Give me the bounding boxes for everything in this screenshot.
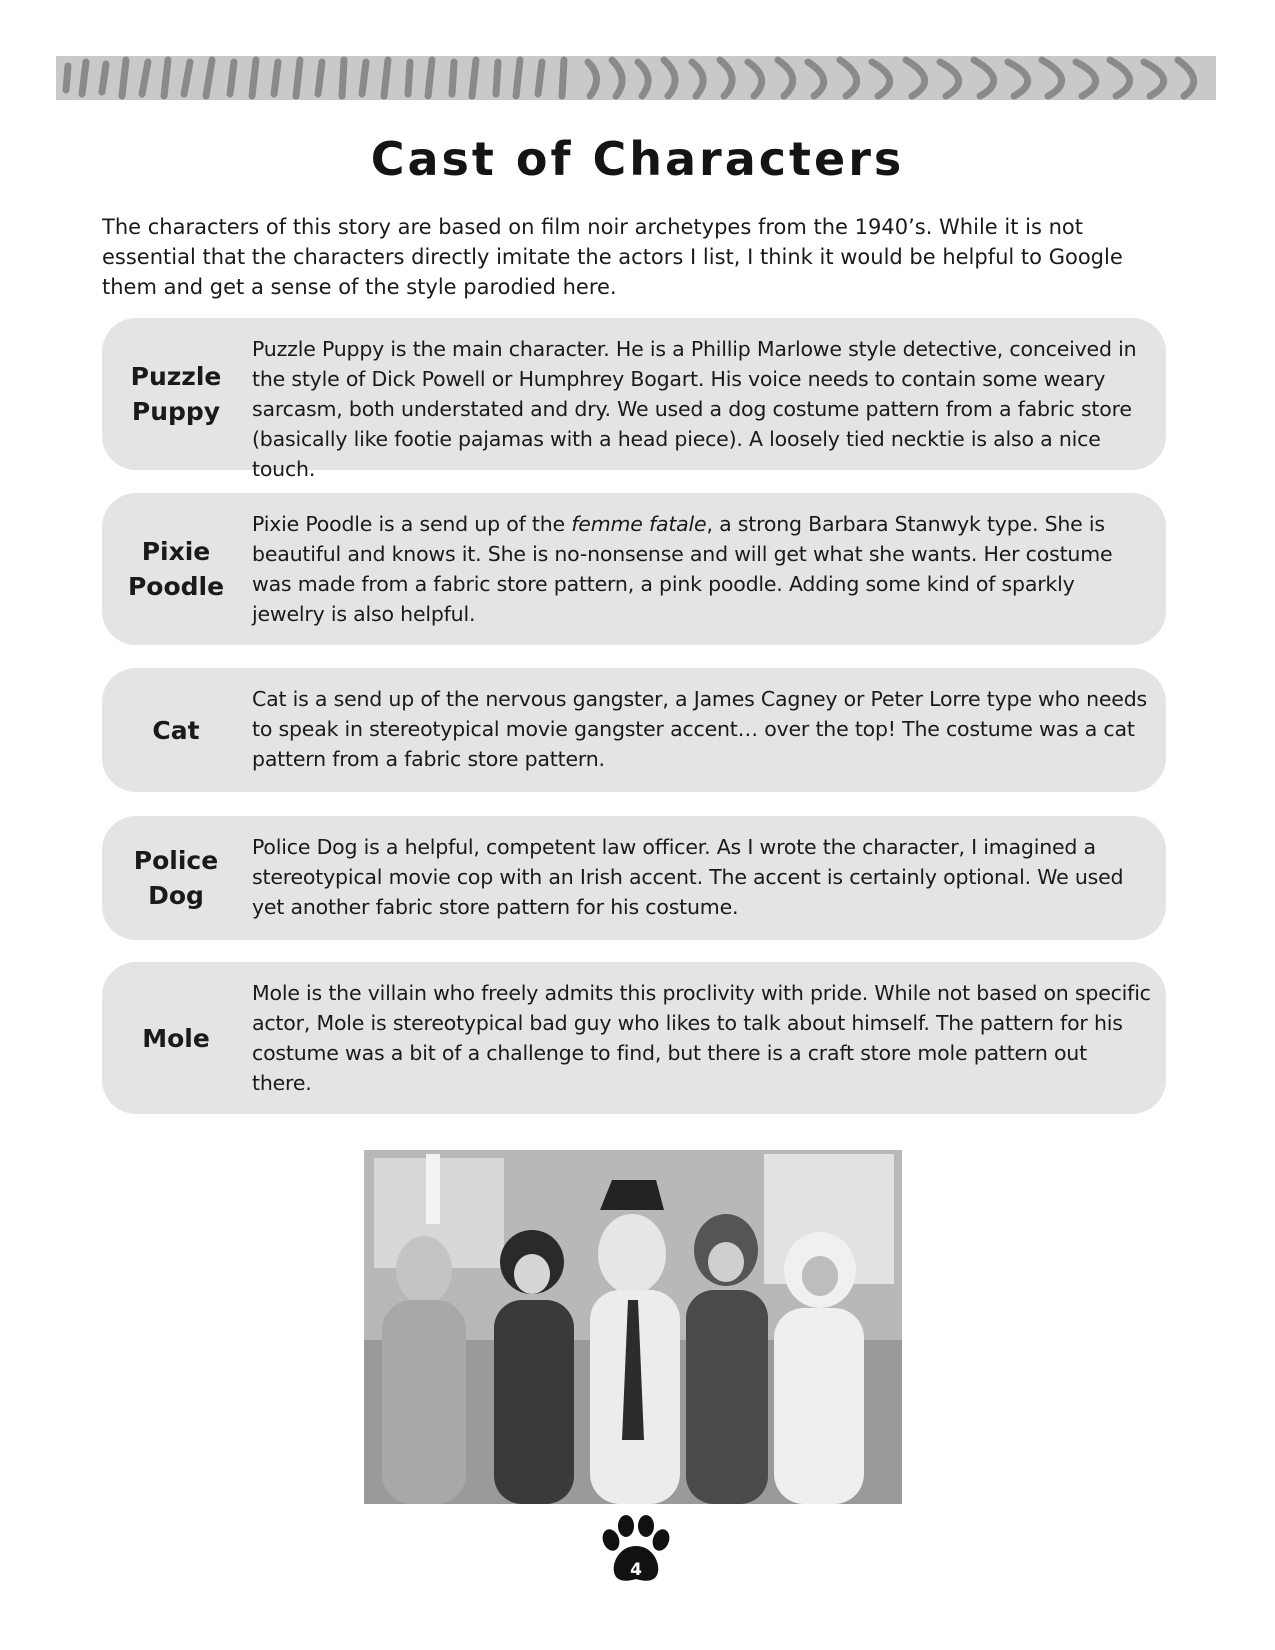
character-name-line: Cat (152, 715, 200, 745)
character-card-cat (102, 668, 1166, 792)
character-name-line: Poodle (127, 572, 225, 601)
header-banner (56, 56, 1216, 100)
character-name (102, 493, 250, 645)
intro-paragraph: The characters of this story are based on film noir archetypes from the 1940’s. While it is not essential that the characters directly imitate the actors I list, I think it would be helpful to Google them and get a sense of the style parodied here. (102, 215, 1123, 299)
character-card-mole (102, 962, 1166, 1114)
character-name-line: Pixie (141, 537, 211, 566)
character-name-line: Police (133, 846, 219, 875)
description-italic-term: femme fatale (571, 512, 707, 536)
character-description (252, 509, 1152, 629)
character-name-line: Puzzle (130, 362, 222, 391)
costumed-children-photo (364, 1150, 902, 1504)
character-name (102, 816, 250, 940)
description-text: Pixie Poodle is a send up of the (252, 512, 572, 536)
description-text: , a strong Barbara Stanwyk type. She is beautiful and knows it. She is no-nonsense and will get what she wants. Her costume was made from a fabric store pattern, a pink poodle. Adding some kind of sparkly jewelry is also helpful. (252, 512, 1113, 626)
character-name-line: Puppy (131, 397, 221, 426)
page-number: 4 (630, 1560, 642, 1580)
character-card-pixie-poodle (102, 493, 1166, 645)
character-description: Puzzle Puppy is the main character. He is a Phillip Marlowe style detective, conceived in the style of Dick Powell or Humphrey Bogart. His voice needs to contain some weary sarcasm, both understated and dry. We used a dog costume pattern from a fabric store (basically like footie pajamas with a head piece). A loosely tied necktie is also a nice touch. (252, 337, 1137, 481)
character-description: Mole is the villain who freely admits this proclivity with pride. While not based on specific actor, Mole is stereotypical bad guy who likes to talk about himself. The pattern for his costume was a bit of a challenge to find, but there is a craft store mole pattern out there. (252, 981, 1151, 1095)
character-card-puzzle-puppy (102, 318, 1166, 481)
character-card-police-dog (102, 816, 1166, 940)
character-name (102, 962, 250, 1114)
character-description: Police Dog is a helpful, competent law officer. As I wrote the character, I imagined a stereotypical movie cop with an Irish accent. The accent is certainly optional. We used yet another fabric store pattern for his costume. (252, 835, 1124, 919)
character-description: Cat is a send up of the nervous gangster, a James Cagney or Peter Lorre type who needs to speak in stereotypical movie gangster accent… over the top! The costume was a cat pattern from a fabric store pattern. (252, 687, 1147, 771)
character-name-line: Dog (148, 881, 204, 910)
character-name-line: Mole (142, 1023, 210, 1053)
page-title: Cast of Characters (370, 132, 905, 186)
character-name (102, 318, 250, 470)
character-name (102, 668, 250, 792)
